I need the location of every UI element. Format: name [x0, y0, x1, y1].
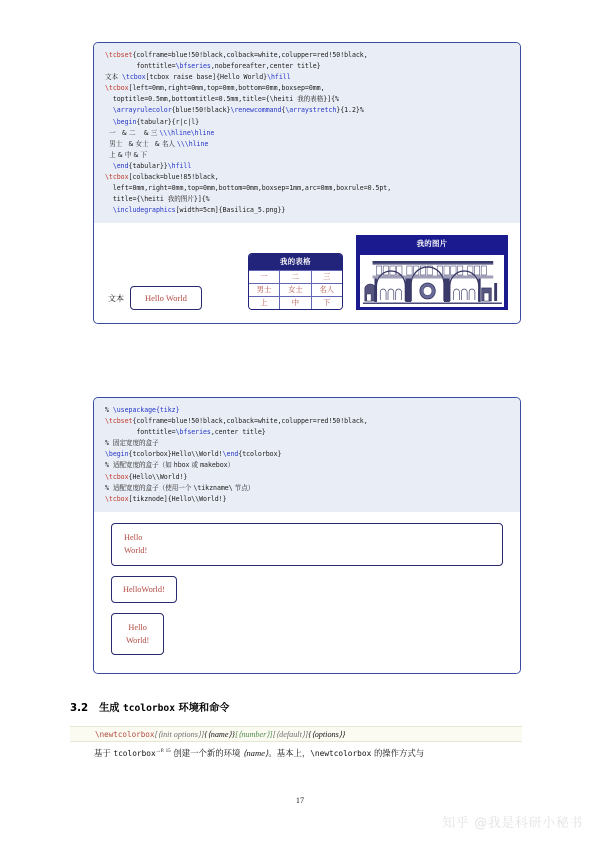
tikznode-box	[111, 613, 164, 655]
code-line: 男士 & 女士 & 名人 \\\hline	[105, 139, 209, 148]
my-picture-box	[356, 235, 508, 310]
table-cell: 名人	[311, 284, 342, 297]
hello-world-box: Hello World	[130, 286, 202, 310]
section-number: 3.2	[70, 703, 89, 714]
code-line: \tcbox[tikznode]{Hello\\World!}	[105, 494, 227, 503]
table-cell: 男士	[249, 284, 280, 297]
code-line: 上 & 中 & 下	[105, 150, 148, 159]
body-paragraph	[94, 745, 524, 760]
section-title-mono: tcolorbox	[122, 703, 175, 714]
code-line: \includegraphics[width=5cm]{Basilica_5.png}}	[112, 206, 286, 215]
code-line: \tcbset{colframe=blue!50!black,colback=white,colupper=red!50!black,	[105, 51, 368, 59]
para-page-reference: →P. 15	[155, 748, 171, 754]
basilica-image	[360, 255, 505, 307]
code-line: \tcbox[colback=blue!85!black,	[105, 173, 219, 182]
table-row	[249, 270, 342, 283]
table-cell: 三	[311, 270, 342, 283]
code-line: title={\heiti 我的图片}]{%	[105, 195, 210, 204]
code-line: % 适配宽度的盒子（使用一个 \tikzname\ 节点）	[105, 483, 255, 492]
code-line: toptitle=0.5mm,bottomtitle=0.5mm,title={\heiti 我的表格}]{%	[105, 95, 339, 104]
table-cell: 下	[311, 297, 342, 310]
macro-arg-name: {⟨name⟩}	[204, 730, 235, 739]
code-line: left=0mm,right=0mm,top=0mm,bottom=0mm,boxsep=1mm,arc=0mm,boxrule=0.5pt,	[105, 184, 392, 193]
fixed-width-box	[111, 523, 503, 566]
macro-name: \newtcolorbox	[95, 730, 155, 739]
code-line: \tcbox{Hello\\World!}	[105, 472, 188, 481]
para-italic-name: ⟨name⟩	[243, 747, 269, 758]
section-heading	[70, 699, 229, 714]
code-line: \tcbset{colframe=blue!50!black,colback=white,colupper=red!50!black,	[105, 417, 368, 426]
macro-arg-default: [⟨default⟩]	[272, 730, 309, 739]
para-after: 。基本上，	[268, 747, 311, 758]
macro-arg-number: [⟨number⟩]	[234, 730, 273, 739]
table-cell: 上	[249, 297, 280, 310]
section-title-prefix: 生成	[99, 703, 120, 714]
code-line: \end{tabular}}\hfill	[112, 161, 192, 170]
macro-arg-options: {⟨options⟩}	[308, 730, 346, 739]
fixed-width-box-line-1: Hello	[124, 532, 143, 542]
tikznode-box-line-2: World!	[126, 635, 150, 645]
macro-definition	[70, 726, 522, 742]
page-number: 17	[295, 796, 305, 805]
table-row	[249, 284, 342, 297]
watermark: 知乎 @我是科研小秘书	[442, 816, 583, 831]
para-mono-tcolorbox: tcolorbox	[113, 748, 156, 758]
code-line: \begin{tcolorbox}Hello\\World!\end{tcolorbox}	[105, 450, 282, 459]
code-line: % \usepackage{tikz}	[105, 406, 180, 414]
code-line: % 适配宽度的盒子（如 hbox 或 makebox）	[105, 461, 235, 470]
code-listing-1	[94, 43, 520, 223]
picture-frame	[357, 252, 507, 309]
rendered-output-1	[94, 223, 520, 323]
section-title-suffix: 环境和命令	[178, 703, 230, 714]
tikznode-box-line-1: Hello	[128, 622, 147, 632]
code-line: fonttitle=\bfseries,center title}	[105, 428, 266, 437]
macro-arg-init-options: [⟨init options⟩]	[154, 730, 205, 739]
fixed-width-box-line-2: World!	[124, 545, 148, 555]
code-listing-2	[94, 398, 520, 512]
para-tail: 的操作方式与	[373, 747, 425, 758]
table-row	[249, 297, 342, 310]
code-line: 文本 \tcbox[tcbox raise base]{Hello World}\hfill	[105, 73, 291, 82]
my-table	[249, 270, 342, 310]
basilica-drawing-icon	[360, 255, 505, 307]
code-line: \arrayrulecolor{blue!50!black}\renewcommand{\arraystretch}{1.2}%	[112, 106, 364, 115]
para-prefix: 基于	[94, 747, 111, 758]
table-title: 我的表格	[249, 254, 342, 270]
rendered-output-2	[94, 512, 520, 673]
code-line: 一 & 二 & 三 \\\hline\hline	[105, 128, 215, 137]
table-cell: 二	[280, 270, 312, 283]
my-table-box	[248, 253, 343, 311]
para-middle: 创建一个新的环境	[173, 747, 241, 758]
picture-title: 我的图片	[357, 236, 507, 252]
text-label: 文本	[108, 294, 124, 304]
code-line: % 固定宽度的盒子	[105, 439, 159, 448]
tcolorbox-demo-block-1	[93, 42, 521, 324]
tcolorbox-demo-block-2	[93, 397, 521, 674]
table-cell: 一	[249, 270, 280, 283]
code-line: \tcbox[left=0mm,right=0mm,top=0mm,bottom=0mm,boxsep=0mm,	[105, 84, 325, 93]
code-line: fonttitle=\bfseries,nobeforeafter,center title}	[105, 62, 321, 71]
fit-width-box: HelloWorld!	[111, 576, 177, 603]
table-cell: 中	[280, 297, 312, 310]
table-cell: 女士	[280, 284, 312, 297]
code-line: \begin{tabular}{r|c|l}	[112, 117, 200, 126]
para-mono-newtcolorbox: \newtcolorbox	[310, 748, 372, 758]
